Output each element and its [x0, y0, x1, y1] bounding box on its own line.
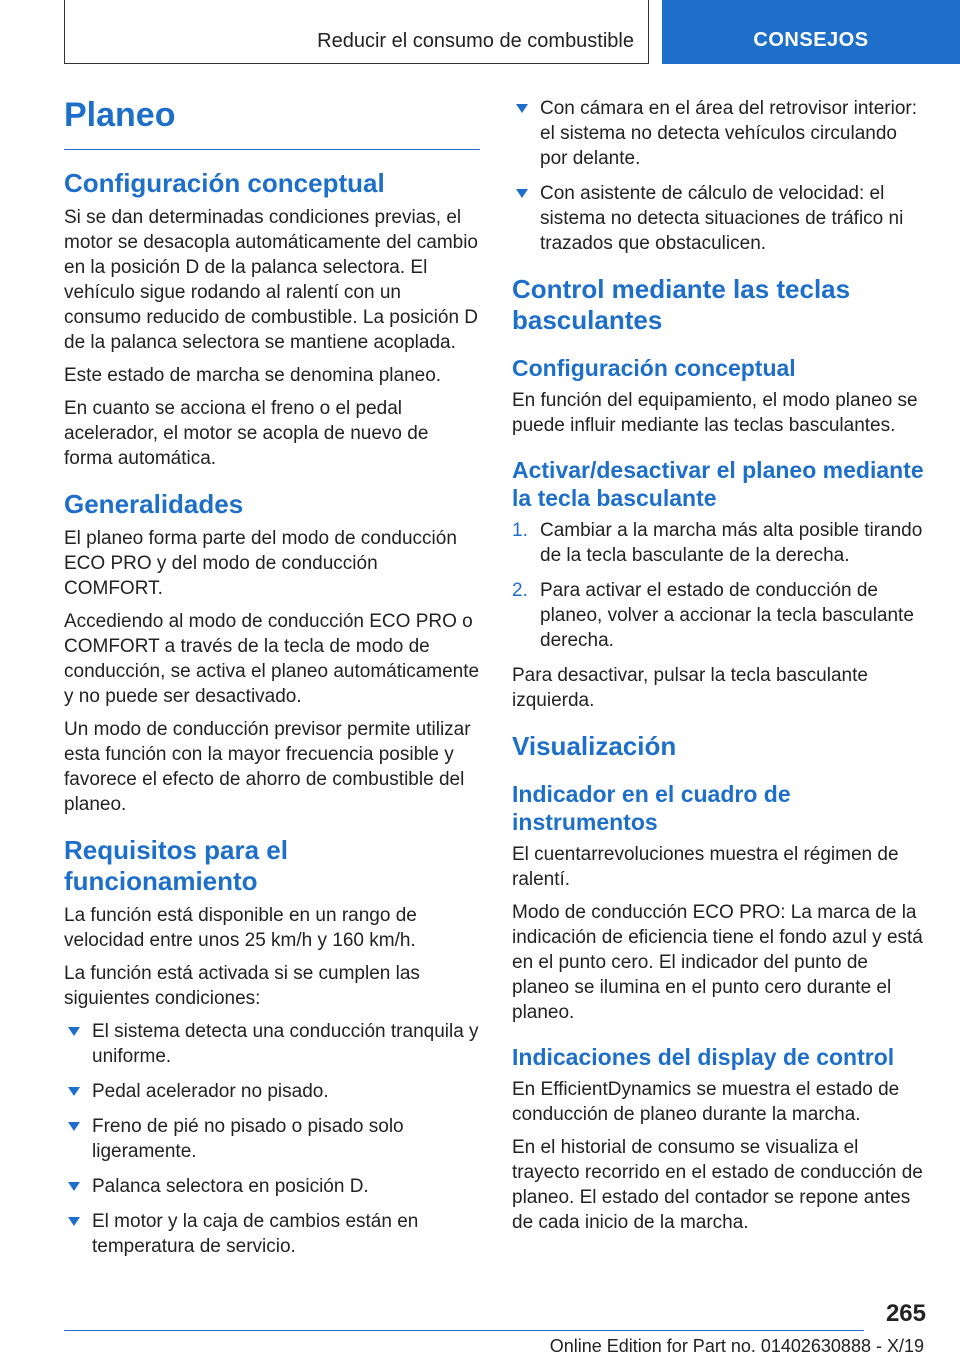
- requirements-list-continued: [512, 96, 928, 256]
- paragraph: Accediendo al modo de conducción ECO PRO o COMFORT a través de la tecla de modo de conducción, se activa el planeo automáticamente y no puede ser desactivado.: [64, 611, 480, 707]
- heading-visualizacion: Visualización: [512, 731, 677, 761]
- subheading-activar: Activar/desactivar el planeo mediante la tecla basculante: [512, 457, 924, 511]
- list-item: Freno de pié no pisado o pisado solo ligeramente.: [64, 1114, 480, 1164]
- left-column: [64, 96, 480, 1269]
- right-column: [512, 96, 928, 1243]
- paragraph: El planeo forma parte del modo de conducción ECO PRO y del modo de conducción COMFORT.: [64, 528, 457, 599]
- footer-edition: Online Edition for Part no. 01402630888 - X/19: [549, 1336, 924, 1356]
- subheading-configuracion: Configuración conceptual: [512, 355, 796, 381]
- heading-generalidades: Generalidades: [64, 489, 244, 519]
- paragraph: Para desactivar, pulsar la tecla basculante izquierda.: [512, 665, 868, 711]
- list-item: Palanca selectora en posición D.: [64, 1174, 480, 1199]
- steps-list: [512, 518, 928, 653]
- triangle-bullet-icon: [68, 1182, 80, 1191]
- header-frame: [64, 0, 649, 64]
- subheading-display: Indicaciones del display de control: [512, 1044, 895, 1070]
- list-item: Con cámara en el área del retrovisor interior: el sistema no detecta vehículos circulando por delante.: [512, 96, 928, 171]
- paragraph: En cuanto se acciona el freno o el pedal acelerador, el motor se acopla de nuevo de forma automática.: [64, 398, 429, 469]
- page-number: 265: [885, 1300, 926, 1327]
- triangle-bullet-icon: [68, 1122, 80, 1131]
- step-number: 2.: [512, 580, 528, 601]
- list-item: Con asistente de cálculo de velocidad: el sistema no detecta situaciones de tráfico ni trazados que obstaculicen.: [512, 181, 928, 256]
- list-item: El motor y la caja de cambios están en temperatura de servicio.: [64, 1209, 480, 1259]
- triangle-bullet-icon: [516, 189, 528, 198]
- requirements-list: [64, 1019, 480, 1259]
- triangle-bullet-icon: [516, 104, 528, 113]
- step-item: 2. Para activar el estado de conducción de planeo, volver a accionar la tecla basculante derecha.: [512, 580, 914, 651]
- list-item: Pedal acelerador no pisado.: [64, 1079, 480, 1104]
- paragraph: El cuentarrevoluciones muestra el régimen de ralentí.: [512, 844, 899, 890]
- section-tab-label: CONSEJOS: [753, 29, 869, 51]
- heading-requisitos: Requisitos para el funcionamiento: [64, 835, 288, 896]
- triangle-bullet-icon: [68, 1027, 80, 1036]
- paragraph: La función está disponible en un rango de velocidad entre unos 25 km/h y 160 km/h.: [64, 905, 417, 951]
- subheading-indicador: Indicador en el cuadro de instrumentos: [512, 781, 791, 835]
- paragraph: En EfficientDynamics se muestra el estado de conducción de planeo durante la marcha.: [512, 1079, 900, 1125]
- paragraph: Un modo de conducción previsor permite utilizar esta función con la mayor frecuencia posible y favorece el efecto de ahorro de combustible del planeo.: [64, 719, 471, 815]
- step-item: 1. Cambiar a la marcha más alta posible tirando de la tecla basculante de la derecha.: [512, 520, 923, 566]
- step-number: 1.: [512, 520, 528, 541]
- paragraph: Modo de conducción ECO PRO: La marca de la indicación de eficiencia tiene el fondo azul y está en el punto cero. El indicador del punto de planeo se ilumina en el punto cero durante el planeo.: [512, 902, 923, 1023]
- paragraph: La función está activada si se cumplen las siguientes condiciones:: [64, 963, 420, 1009]
- section-tab[interactable]: [662, 0, 960, 64]
- list-item: El sistema detecta una conducción tranquila y uniforme.: [64, 1019, 480, 1069]
- heading-configuracion: Configuración conceptual: [64, 168, 385, 198]
- triangle-bullet-icon: [68, 1217, 80, 1226]
- footer-divider: [64, 1330, 864, 1331]
- paragraph: En función del equipamiento, el modo planeo se puede influir mediante las teclas basculantes.: [512, 390, 918, 436]
- paragraph: Si se dan determinadas condiciones previas, el motor se desacopla automáticamente del cambio en la posición D de la palanca selectora. El vehículo sigue rodando al ralentí con un consumo reducido de combustible. La posición D de la palanca selectora se mantiene acoplada.: [64, 207, 479, 353]
- page-title: Planeo: [64, 96, 480, 150]
- triangle-bullet-icon: [68, 1087, 80, 1096]
- paragraph: Este estado de marcha se denomina planeo.: [64, 365, 442, 386]
- heading-control-teclas: Control mediante las teclas basculantes: [512, 274, 851, 335]
- paragraph: En el historial de consumo se visualiza el trayecto recorrido en el estado de conducción de planeo. El estado del contador se repone antes de cada inicio de la marcha.: [512, 1137, 923, 1233]
- chapter-title: Reducir el consumo de combustible: [317, 30, 634, 52]
